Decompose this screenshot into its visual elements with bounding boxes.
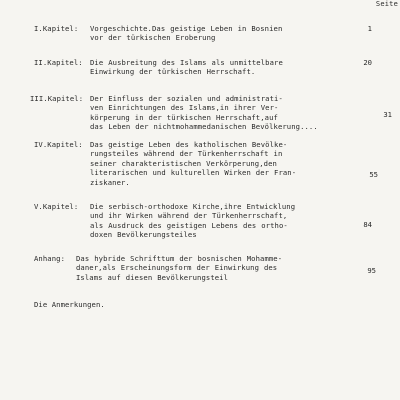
page-number: 20 [363,58,372,67]
page-number: 55 [369,170,378,179]
chapter-title: Das hybride Schrifttum der bosnischen Mohamme- daner,als Erscheinungsform der Einwirkung des Islams auf diesen Bevölkerungsteil [76,254,283,282]
chapter-label: IV.Kapitel: [34,140,83,149]
chapter-title: Die serbisch-orthodoxe Kirche,ihre Entwicklung und ihr Wirken während der Türkenherrschaft, als Ausdruck des geistigen Lebens des ortho- doxen Bevölkerungsteiles [90,202,296,240]
chapter-label: III.Kapitel: [30,94,84,103]
chapter-title: Das geistige Leben des katholischen Bevölke- rungsteiles während der Türkenherrschaft in seiner charakteristischen Verkörperung,den literarischen und kulturellen Wirken der Fran- ziskaner. [90,140,297,187]
chapter-label: V.Kapitel: [34,202,79,211]
page-number: 31 [383,110,392,119]
page-number: 84 [363,220,372,229]
page-number: 95 [367,266,376,275]
footer-note: Die Anmerkungen. [34,300,105,309]
chapter-title: Der Einfluss der sozialen und administrati- ven Einrichtungen des Islams,in ihrer Ver- körperung in der türkischen Herrschaft,auf das Leben der nichtmohammedanischen Bevölkerung.... [90,94,318,132]
chapter-label: Anhang: [34,254,65,263]
chapter-title: Die Ausbreitung des Islams als unmittelbare Einwirkung der türkischen Herrschaft. [90,58,283,77]
chapter-label: I.Kapitel: [34,24,79,33]
page-number: 1 [367,24,372,33]
chapter-title: Vorgeschichte.Das geistige Leben in Bosnien vor der türkischen Eroberung [90,24,283,43]
chapter-label: II.Kapitel: [34,58,83,67]
seite-header: Seite [375,0,398,8]
